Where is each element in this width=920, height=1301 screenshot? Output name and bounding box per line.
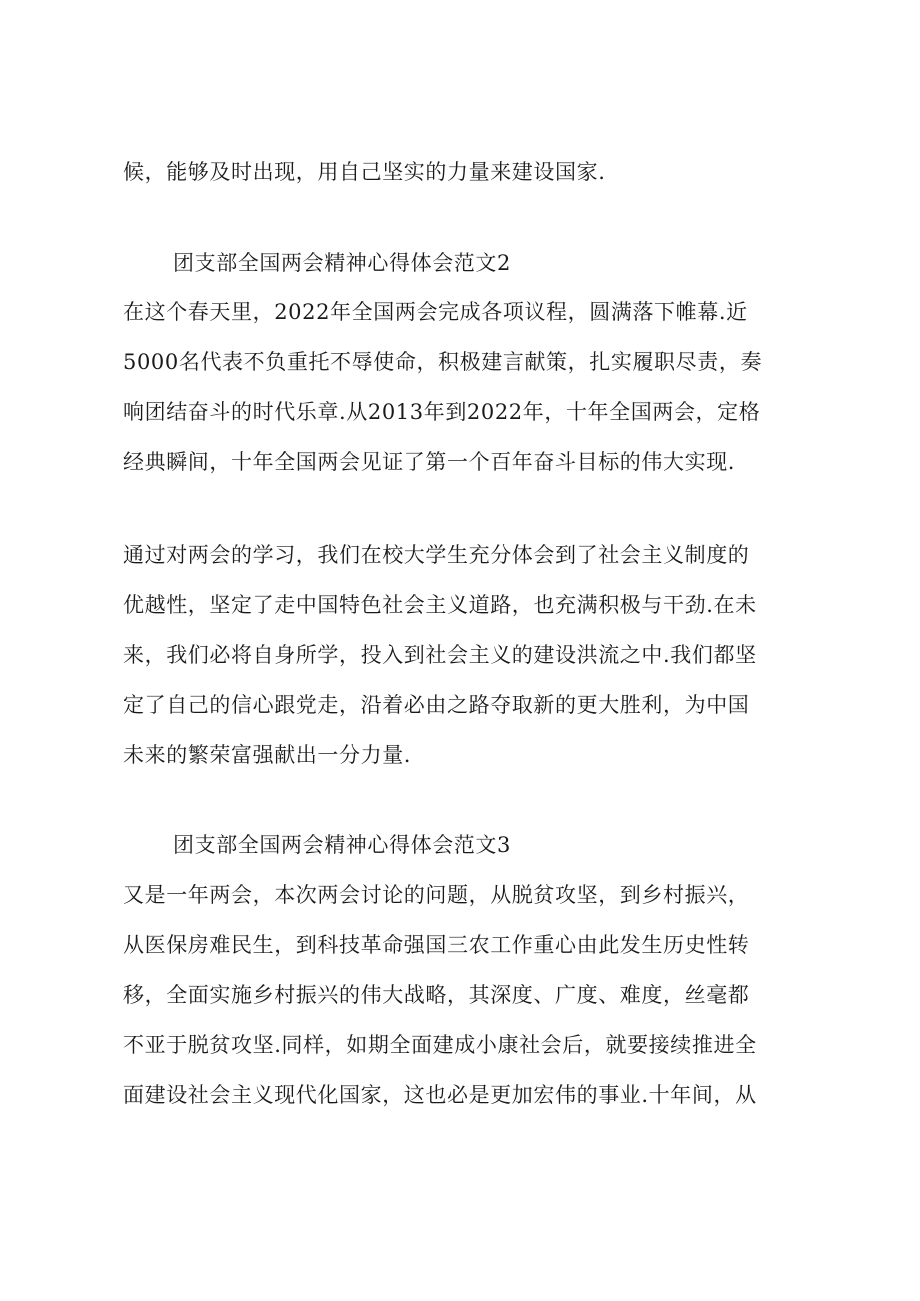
continuation-line-1: 候，能够及时出现，用自己坚实的力量来建设国家. (123, 160, 606, 184)
section-2-para-2-line-5: 未来的繁荣富强献出一分力量. (123, 743, 412, 767)
section-2-para-2-line-4: 定了自己的信心跟党走，沿着必由之路夺取新的更大胜利，为中国 (123, 693, 750, 717)
section-2-heading: 团支部全国两会精神心得体会范文2 (173, 251, 511, 275)
section-3-para-1-line-4: 不亚于脱贫攻坚.同样，如期全面建成小康社会后，就要接续推进全 (123, 1033, 757, 1057)
section-2-para-1-line-2: 5000名代表不负重托不辱使命，积极建言献策，扎实履职尽责，奏 (123, 350, 763, 374)
section-3-para-1-line-3: 移，全面实施乡村振兴的伟大战略，其深度、广度、难度，丝毫都 (123, 983, 750, 1007)
section-2-para-1-line-4: 经典瞬间，十年全国两会见证了第一个百年奋斗目标的伟大实现. (123, 450, 736, 474)
section-3-para-1-line-5: 面建设社会主义现代化国家，这也必是更加宏伟的事业.十年间，从 (123, 1083, 757, 1107)
section-2-para-2-line-3: 来，我们必将自身所学，投入到社会主义的建设洪流之中.我们都坚 (123, 643, 757, 667)
section-2-para-1-line-3: 响团结奋斗的时代乐章.从2013年到2022年，十年全国两会，定格 (123, 400, 761, 424)
section-3-para-1-line-2: 从医保房难民生，到科技革命强国三农工作重心由此发生历史性转 (123, 933, 750, 957)
section-3-para-1-line-1: 又是一年两会，本次两会讨论的问题，从脱贫攻坚，到乡村振兴， (123, 883, 750, 907)
section-2-para-2-line-2: 优越性，坚定了走中国特色社会主义道路，也充满积极与干劲.在未 (123, 593, 757, 617)
section-2-para-1-line-1: 在这个春天里，2022年全国两会完成各项议程，圆满落下帷幕.近 (123, 300, 748, 324)
section-3-heading: 团支部全国两会精神心得体会范文3 (173, 833, 511, 857)
section-2-para-2-line-1: 通过对两会的学习，我们在校大学生充分体会到了社会主义制度的 (123, 543, 750, 567)
